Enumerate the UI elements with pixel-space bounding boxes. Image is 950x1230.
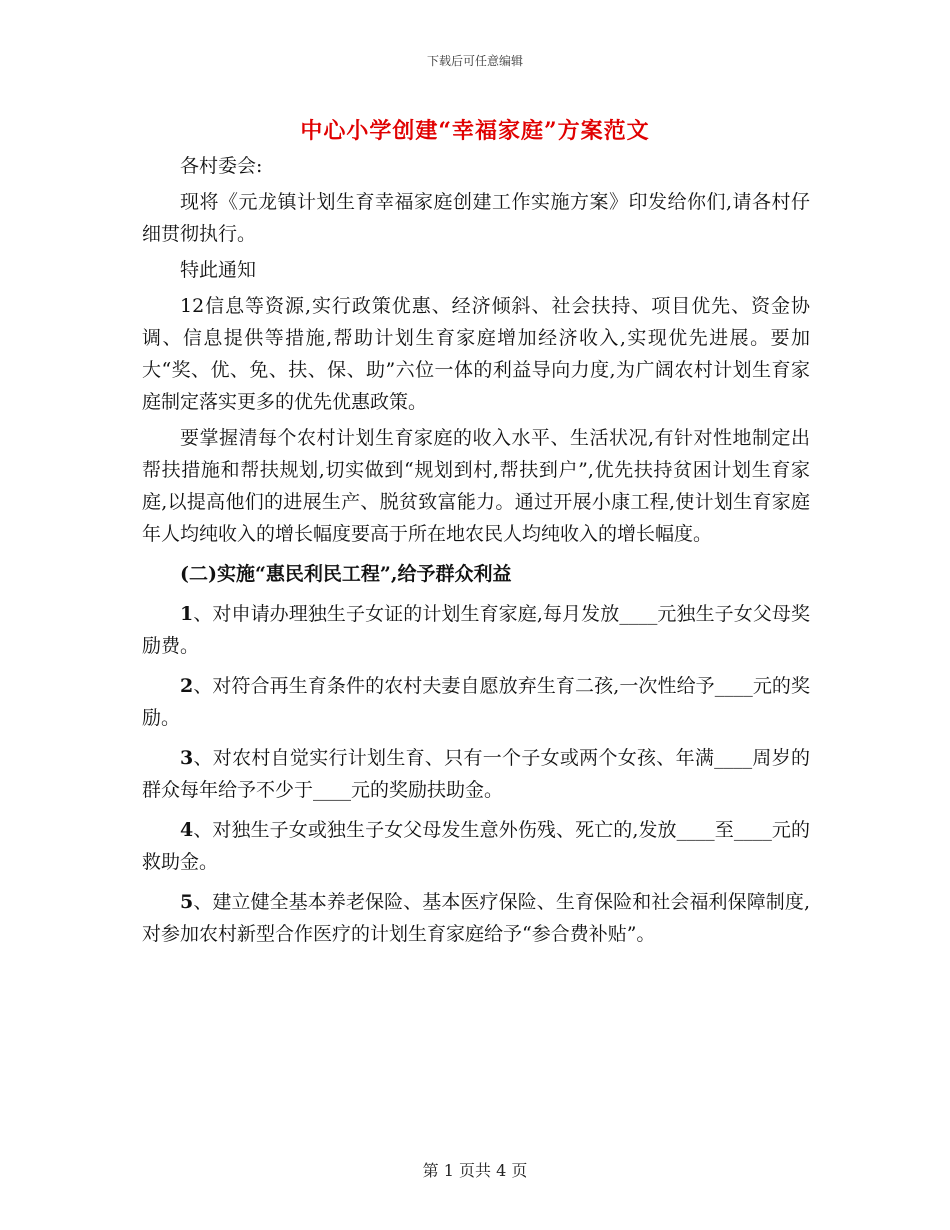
paragraph-support: 要掌握清每个农村计划生育家庭的收入水平、生活状况,有针对性地制定出帮扶措施和帮扶规划,切实做到“规划到村,帮扶到户”,优先扶持贫困计划生育家庭,以提高他们的进展生产、脱贫致富能力。通过开展小康工程,使计划生育家庭年人均纯收入的增长幅度要高于所在地农民人均纯收入的增长幅度。 [142,427,810,545]
list-item [142,598,810,662]
paragraph-policy: 12信息等资源,实行政策优惠、经济倾斜、社会扶持、项目优先、资金协调、信息提供等措施,帮助计划生育家庭增加经济收入,实现优先进展。要加大“奖、优、免、扶、保、助”六位一体的利益导向力度,为广阔农村计划生育家庭制定落实更多的优先优惠政策。 [142,295,810,413]
document-title: 中心小学创建“幸福家庭”方案范文 [300,118,650,144]
item-number: 1 [180,603,194,625]
page-header-note: 下载后可任意编辑 [426,54,523,68]
list-item [142,742,810,806]
item-text: 、建立健全基本养老保险、基本医疗保险、生育保险和社会福利保障制度,对参加农村新型合作医疗的计划生育家庭给予“参合费补贴”。 [142,891,810,945]
document-body [142,150,810,950]
paragraph-notice: 现将《元龙镇计划生育幸福家庭创建工作实施方案》印发给你们,请各村仔细贯彻执行。 [142,191,810,245]
list-item [142,886,810,950]
paragraph-salutation: 各村委会: [180,155,263,177]
item-text: 、对独生子女或独生子女父母发生意外伤残、死亡的,发放____至____元的救助金。 [142,819,810,873]
item-text: 、对农村自觉实行计划生育、只有一个子女或两个女孩、年满____周岁的群众每年给予不少于____元的奖励扶助金。 [142,747,810,801]
item-number: 5 [180,891,194,913]
item-number: 4 [180,819,194,841]
paragraph-closing: 特此通知 [180,259,257,281]
list-item [142,670,810,734]
item-text: 、对申请办理独生子女证的计划生育家庭,每月发放____元独生子女父母奖励费。 [142,603,810,657]
page-number-footer: 第 1 页共 4 页 [422,1161,528,1180]
item-text: 、对符合再生育条件的农村夫妻自愿放弃生育二孩,一次性给予____元的奖励。 [142,675,810,729]
section-heading: (二)实施“惠民利民工程”,给予群众利益 [180,563,512,585]
item-number: 3 [180,747,194,769]
item-number: 2 [180,675,194,697]
list-item [142,814,810,878]
